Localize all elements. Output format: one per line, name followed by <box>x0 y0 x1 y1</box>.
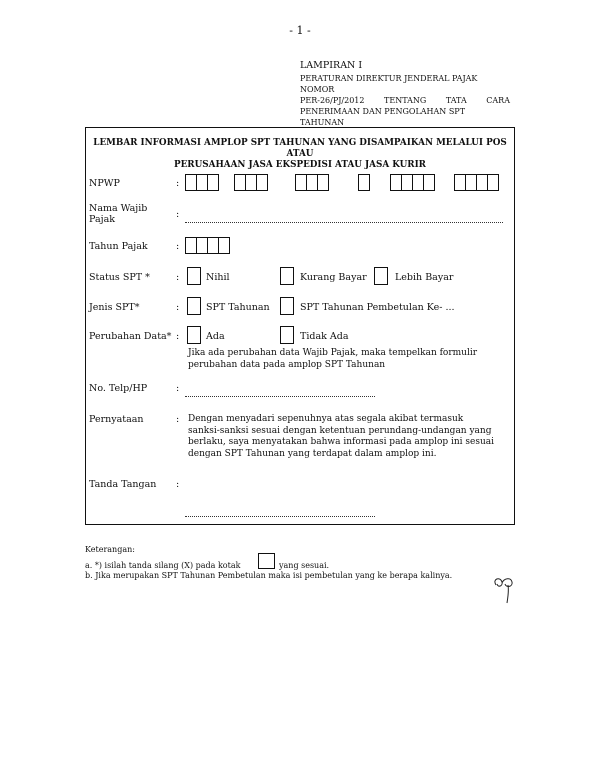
perubahan-label: Perubahan Data* <box>89 331 172 342</box>
status-lebih-bayar-checkbox[interactable] <box>374 267 388 285</box>
regulation-word: TENTANG <box>384 96 427 105</box>
npwp-label: NPWP <box>89 178 120 189</box>
status-nihil-label: Nihil <box>206 272 230 283</box>
nama-label-line-2: Pajak <box>89 214 115 225</box>
colon: : <box>176 479 180 490</box>
notes-title: Keterangan: <box>85 545 135 554</box>
ttd-input[interactable] <box>185 516 375 517</box>
pernyataan-line: sanksi-sanksi sesuai dengan ketentuan perundang-undangan yang <box>188 425 492 436</box>
status-nihil-checkbox[interactable] <box>187 267 201 285</box>
pernyataan-line: Dengan menyadari sepenuhnya atas segala akibat termasuk <box>188 414 464 424</box>
status-kurang-bayar-checkbox[interactable] <box>280 267 294 285</box>
regulation-word: TATA <box>445 96 467 105</box>
pernyataan-line: berlaku, saya menyatakan bahwa informasi pada amplop ini sesuai <box>188 437 495 447</box>
regulation-number: PER-26/PJ/2012 <box>300 96 365 105</box>
colon: : <box>176 383 180 394</box>
status-lebih-bayar-label: Lebih Bayar <box>395 272 454 283</box>
document-header <box>300 60 510 128</box>
perubahan-tidak-ada-label: Tidak Ada <box>300 331 349 342</box>
nama-input[interactable] <box>185 222 503 223</box>
pernyataan-line: dengan SPT Tahunan yang terdapat dalam amplop ini. <box>188 448 437 459</box>
tahun-label: Tahun Pajak <box>89 241 148 252</box>
jenis-spt-pembetulan-label: SPT Tahunan Pembetulan Ke- ... <box>300 302 455 313</box>
colon: : <box>176 331 180 342</box>
page-number: - 1 - <box>289 24 311 37</box>
npwp-group-6[interactable] <box>454 174 499 191</box>
perubahan-note-line-2: perubahan data pada amplop SPT Tahunan <box>188 359 386 370</box>
ttd-label: Tanda Tangan <box>89 479 157 490</box>
paraf-signature <box>490 575 522 609</box>
colon: : <box>176 209 180 220</box>
status-label: Status SPT * <box>89 272 150 283</box>
jenis-label: Jenis SPT* <box>89 302 140 313</box>
colon: : <box>176 414 180 425</box>
jenis-spt-tahunan-label: SPT Tahunan <box>206 302 270 313</box>
form-title-line-1: LEMBAR INFORMASI AMPLOP SPT TAHUNAN YANG DISAMPAIKAN MELALUI POS ATAU <box>93 138 507 159</box>
pernyataan-label: Pernyataan <box>89 414 144 425</box>
form-title <box>90 138 510 171</box>
pernyataan-text <box>188 414 510 460</box>
note-a-suffix: yang sesuai. <box>279 561 330 570</box>
npwp-group-2[interactable] <box>234 174 268 191</box>
lampiran-label: LAMPIRAN I <box>300 60 363 71</box>
nama-label <box>89 203 147 225</box>
regulation-word: CARA <box>486 96 510 105</box>
colon: : <box>176 272 180 283</box>
npwp-group-5[interactable] <box>390 174 435 191</box>
colon: : <box>176 178 180 189</box>
jenis-spt-tahunan-checkbox[interactable] <box>187 297 201 315</box>
note-a-text: a. *) isilah tanda silang (X) pada kotak <box>85 561 241 570</box>
telp-label: No. Telp/HP <box>89 383 148 394</box>
npwp-group-1[interactable] <box>185 174 219 191</box>
colon: : <box>176 241 180 252</box>
jenis-spt-pembetulan-checkbox[interactable] <box>280 297 294 315</box>
perubahan-ada-label: Ada <box>206 331 225 342</box>
npwp-group-3[interactable] <box>295 174 329 191</box>
colon: : <box>176 302 180 313</box>
status-kurang-bayar-label: Kurang Bayar <box>300 272 367 283</box>
perubahan-note <box>188 348 508 371</box>
npwp-group-4[interactable] <box>358 174 370 191</box>
nama-label-line-1: Nama Wajib <box>89 203 148 214</box>
perubahan-tidak-ada-checkbox[interactable] <box>280 326 294 344</box>
regulation-line-2 <box>300 95 510 106</box>
perubahan-ada-checkbox[interactable] <box>187 326 201 344</box>
form-title-line-2: PERUSAHAAN JASA EKSPEDISI ATAU JASA KURIR <box>173 160 426 170</box>
note-a-sample-box <box>258 553 275 569</box>
note-b-text: b. Jika merupakan SPT Tahunan Pembetulan maka isi pembetulan yang ke berapa kalinya. <box>85 571 453 580</box>
perubahan-note-line-1: Jika ada perubahan data Wajib Pajak, maka tempelkan formulir <box>188 348 478 358</box>
regulation-line-3: PENERIMAAN DAN PENGOLAHAN SPT TAHUNAN <box>300 107 466 127</box>
regulation-line-1: PERATURAN DIREKTUR JENDERAL PAJAK NOMOR <box>300 74 478 94</box>
tahun-input[interactable] <box>185 237 230 254</box>
telp-input[interactable] <box>185 396 375 397</box>
